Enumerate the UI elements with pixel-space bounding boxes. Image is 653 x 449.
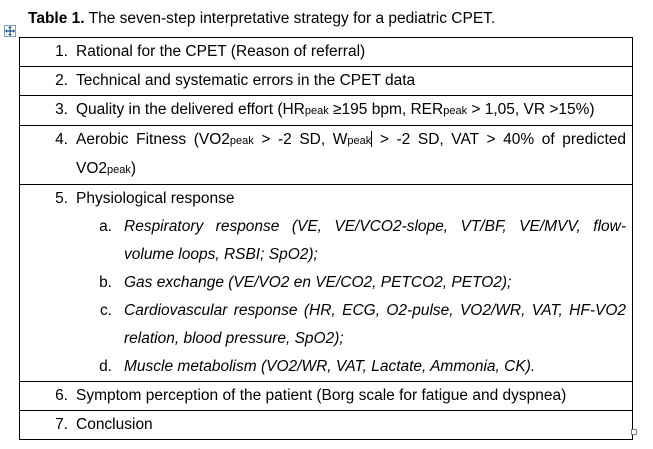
row-text: Rational for the CPET (Reason of referral) [76,43,366,60]
table-row [20,411,633,440]
row-text: Physiological response [76,190,235,207]
caption-text: The seven-step interpretative strategy for a pediatric CPET. [84,10,496,27]
row-number: 7. [55,416,68,433]
caption-label: Table 1. [28,10,85,27]
table-move-handle[interactable] [4,25,16,37]
row-text: Symptom perception of the patient (Borg scale for fatigue and dyspnea) [76,387,567,404]
table-row [20,38,633,67]
table-resize-handle[interactable] [631,429,637,435]
row-text: Quality in the delivered effort (HRpeak ≥195 bpm, RERpeak > 1,05, VR >15%) [76,101,595,118]
row-number: 3. [55,101,68,118]
row-text: Aerobic Fitness (VO2peak > -2 SD, Wpeak > -2 SD, VAT > 40% of predicted VO2peak) [76,131,626,177]
table-row [20,382,633,411]
row-number: 1. [55,43,68,60]
sub-item: b. Gas exchange (VE/VO2 en VE/CO2, PETCO2, PETO2); [99,274,512,291]
table-row [20,185,633,382]
sub-item: c. Cardiovascular response (HR, ECG, O2-pulse, VO2/WR, VAT, HF-VO2 relation, blood pressure, SpO2); [99,302,626,347]
row-number: 5. [55,190,68,207]
move-arrows-icon [5,26,15,36]
row-text: Conclusion [76,416,153,433]
row-number: 2. [55,72,68,89]
strategy-table [19,37,633,440]
table-row [20,126,633,185]
sub-item: a. Respiratory response (VE, VE/VCO2-slope, VT/BF, VE/MVV, flow- volume loops, RSBI; SpO2); [99,218,626,263]
row-number: 6. [55,387,68,404]
sub-item: d. Muscle metabolism (VO2/WR, VAT, Lactate, Ammonia, CK). [99,358,536,375]
row-number: 4. [55,131,68,148]
table-caption [28,10,495,28]
row-text: Technical and systematic errors in the CPET data [76,72,416,89]
table-row [20,96,633,126]
table-row [20,67,633,96]
